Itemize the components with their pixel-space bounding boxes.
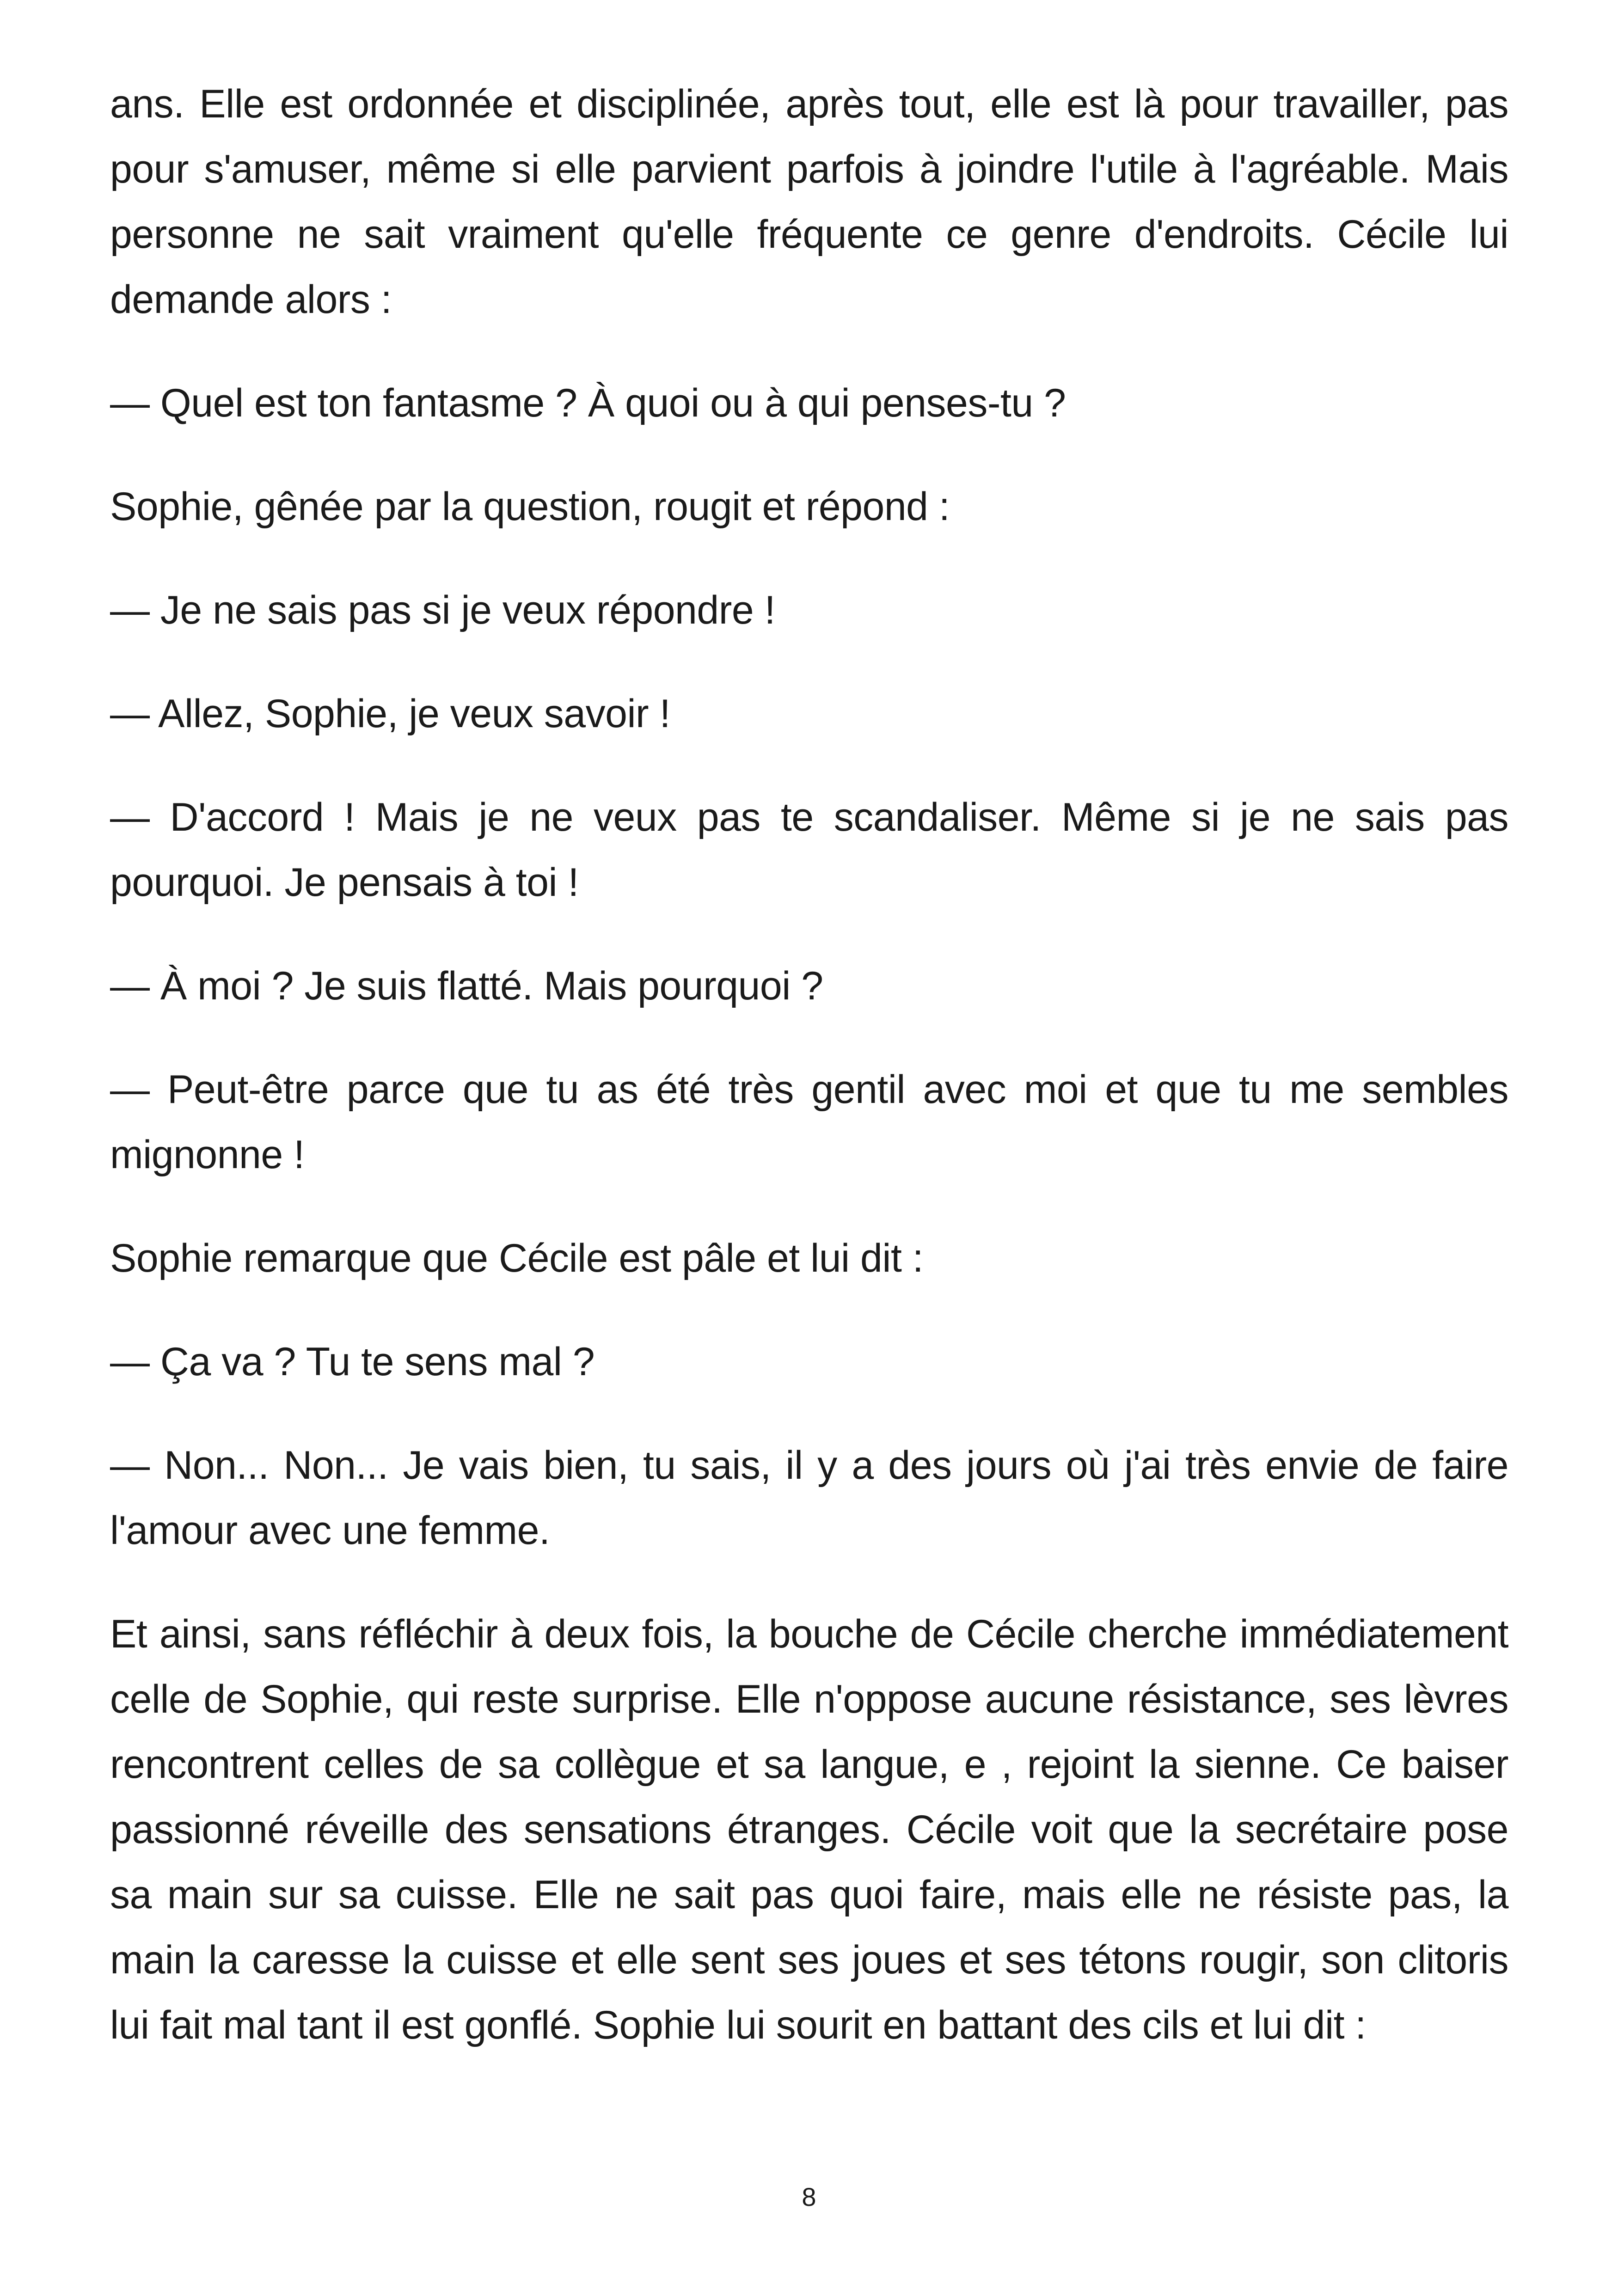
dialogue-line-not-sure: — Je ne sais pas si je veux répondre ! <box>110 588 775 632</box>
dialogue-line-come-on: — Allez, Sophie, je veux savoir ! <box>110 692 670 736</box>
page-number: 8 <box>802 2182 816 2211</box>
dialogue-line-no-no: — Non... Non... Je vais bien, tu sais, il y a des jours où j'ai très envie de faire l'amour avec une femme. <box>110 1443 1508 1553</box>
paragraph-cecile-pale: Sophie remarque que Cécile est pâle et lui dit : <box>110 1236 924 1280</box>
paragraph-kiss: Et ainsi, sans réfléchir à deux fois, la bouche de Cécile cherche immédiatement celle de Sophie, qui reste surprise. Elle n'oppose aucune résistance, ses lèvres rencontrent celles de sa collègue et sa langue, e , rejoint la sienne. Ce baiser passionné réveille des sensations étranges. Cécile voit que la secrétaire pose sa main sur sa cuisse. Elle ne sait pas quoi faire, mais elle ne résiste pas, la main la caresse la cuisse et elle sent ses joues et ses tétons rougir, son clitoris lui fait mal tant il est gonflé. Sophie lui sourit en battant des cils et lui dit : <box>110 1612 1508 2047</box>
dialogue-line-maybe: — Peut-être parce que tu as été très gentil avec moi et que tu me sembles mignonne ! <box>110 1067 1508 1177</box>
dialogue-line-ok: — D'accord ! Mais je ne veux pas te scandaliser. Même si je ne sais pas pourquoi. Je pensais à toi ! <box>110 795 1508 905</box>
dialogue-line-me: — À moi ? Je suis flatté. Mais pourquoi ? <box>110 964 823 1008</box>
dialogue-line-fantasy-question: — Quel est ton fantasme ? À quoi ou à qui penses-tu ? <box>110 381 1066 425</box>
page-body <box>110 72 1508 2058</box>
paragraph-1: ans. Elle est ordonnée et disciplinée, après tout, elle est là pour travailler, pas pour s'amuser, même si elle parvient parfois à joindre l'utile à l'agréable. Mais personne ne sait vraiment qu'elle fréquente ce genre d'endroits. Cécile lui demande alors : <box>110 82 1508 322</box>
paragraph-sophie-blushes: Sophie, gênée par la question, rougit et répond : <box>110 484 950 529</box>
dialogue-line-are-you-ok: — Ça va ? Tu te sens mal ? <box>110 1340 595 1384</box>
